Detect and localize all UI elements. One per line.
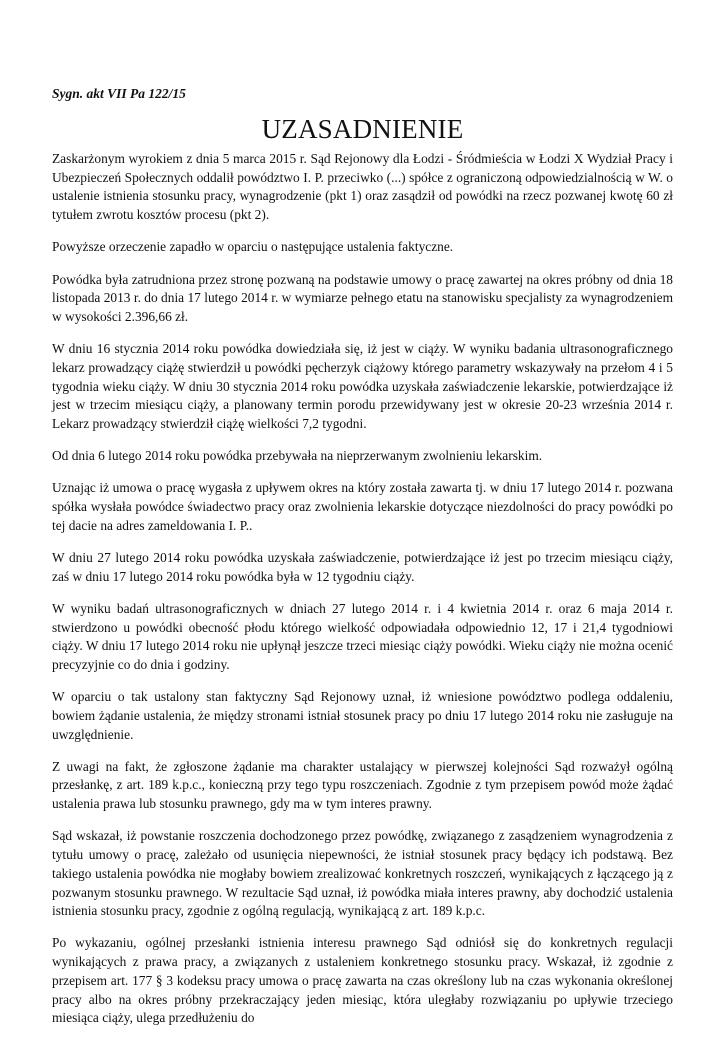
- document-page: [52, 84, 673, 1041]
- paragraph-2: Powyższe orzeczenie zapadło w oparciu o następujące ustalenia faktyczne.: [52, 239, 454, 255]
- paragraph-5: Od dnia 6 lutego 2014 roku powódka przebywała na nieprzerwanym zwolnieniu lekarskim.: [52, 448, 543, 464]
- paragraph-8: W wyniku badań ultrasonograficznych w dniach 27 lutego 2014 r. i 4 kwietnia 2014 r. oraz 6 maja 2014 r. stwierdzono u powódki obecność płodu którego wielkość odpowiadała odpowiednio 12, 17 i 21,4 tygodniowi ciąży. W dniu 17 lutego 2014 roku nie upłynął jeszcze trzeci miesiąc ciąży powódki. Wieku ciąży nie można ocenić precyzyjnie co do dnia i godziny.: [52, 600, 673, 672]
- paragraph-4: W dniu 16 stycznia 2014 roku powódka dowiedziała się, iż jest w ciąży. W wyniku badania ultrasonograficznego lekarz prowadzący ciążę stwierdził u powódki pęcherzyk ciążowy którego parametry wskazywały na przełom 4 i 5 tygodnia wieku ciąży. W dniu 30 stycznia 2014 roku powódka uzyskała zaświadczenie lekarskie, potwierdzające iż jest w trzecim miesiącu ciąży, a planowany termin porodu przewidywany jest w okresie 20-23 września 2014 r. Lekarz prowadzący stwierdził ciążę wielkości 7,2 tygodni.: [52, 341, 673, 431]
- paragraph-10: Z uwagi na fakt, że zgłoszone żądanie ma charakter ustalający w pierwszej kolejności Sąd rozważył ogólną przesłankę, z art. 189 k.p.c., konieczną przy tego typu roszczeniach. Zgodnie z tym przepisem powód może żądać ustalenia prawa lub stosunku prawnego, gdy ma w tym interes prawny.: [52, 758, 673, 812]
- paragraph-7: W dniu 27 lutego 2014 roku powódka uzyskała zaświadczenie, potwierdzające iż jest po trzecim miesiącu ciąży, zaś w dniu 17 lutego 2014 roku powódka była w 12 tygodniu ciąży.: [52, 549, 673, 584]
- paragraph-12: Po wykazaniu, ogólnej przesłanki istnienia interesu prawnego Sąd odniósł się do konkretnych regulacji wynikających z prawa pracy, a związanych z ustaleniem konkretnego stosunku pracy. Wskazał, iż zgodnie z przepisem art. 177 § 3 kodeksu pracy umowa o pracę zawarta na czas określony lub na czas wykonania określonej pracy albo na okres próbny przekraczający jeden miesiąc, która uległaby rozwiązaniu po upływie trzeciego miesiąca ciąży, ulega przedłużeniu do: [52, 935, 673, 1026]
- paragraph-3: Powódka była zatrudniona przez stronę pozwaną na podstawie umowy o pracę zawartej na okres próbny od dnia 18 listopada 2013 r. do dnia 17 lutego 2014 r. w wymiarze pełnego etatu na stanowisku specjalisty za wynagrodzeniem w wysokości 2.396,66 zł.: [52, 271, 673, 324]
- document-title: UZASADNIENIE: [261, 114, 464, 144]
- paragraph-1: Zaskarżonym wyrokiem z dnia 5 marca 2015 r. Sąd Rejonowy dla Łodzi - Śródmieścia w Łodzi X Wydział Pracy i Ubezpieczeń Społecznych oddalił powództwo I. P. przeciwko (...) spółce z ograniczoną odpowiedzialnością w W. o ustalenie istnienia stosunku pracy, wynagrodzenie (pkt 1) oraz zasądził od powódki na rzecz pozwanej kwotę 60 zł tytułem zwrotu kosztów procesu (pkt 2).: [52, 151, 673, 223]
- paragraph-11: Sąd wskazał, iż powstanie roszczenia dochodzonego przez powódkę, związanego z zasądzeniem wynagrodzenia z tytułu umowy o pracę, zależało od usunięcia niepewności, że istniał stosunek pracy będący ich podstawą. Bez takiego ustalenia powódka nie mogłaby bowiem zrealizować konkretnych roszczeń, wynikających z łączącego ją z pozwanym stosunku prawnego. W rezultacie Sąd uznał, iż powódka miała interes prawny, aby dochodzić ustalenia istnienia stosunku pracy, zgodnie z ogólną regulacją, wynikającą z art. 189 k.p.c.: [52, 828, 673, 919]
- paragraph-6: Uznając iż umowa o pracę wygasła z upływem okres na który została zawarta tj. w dniu 17 lutego 2014 r. pozwana spółka wysłała powódce świadectwo pracy oraz zwolnienia lekarskie dotyczące niezdolności do pracy powódki po tej dacie na adres zameldowania I. P..: [52, 480, 673, 533]
- paragraph-9: W oparciu o tak ustalony stan faktyczny Sąd Rejonowy uznał, iż wniesione powództwo podlega oddaleniu, bowiem żądanie ustalenia, że między stronami istniał stosunek pracy po dniu 17 lutego 2014 roku nie zasługuje na uwzględnienie.: [52, 689, 673, 742]
- case-number: Sygn. akt VII Pa 122/15: [52, 86, 186, 101]
